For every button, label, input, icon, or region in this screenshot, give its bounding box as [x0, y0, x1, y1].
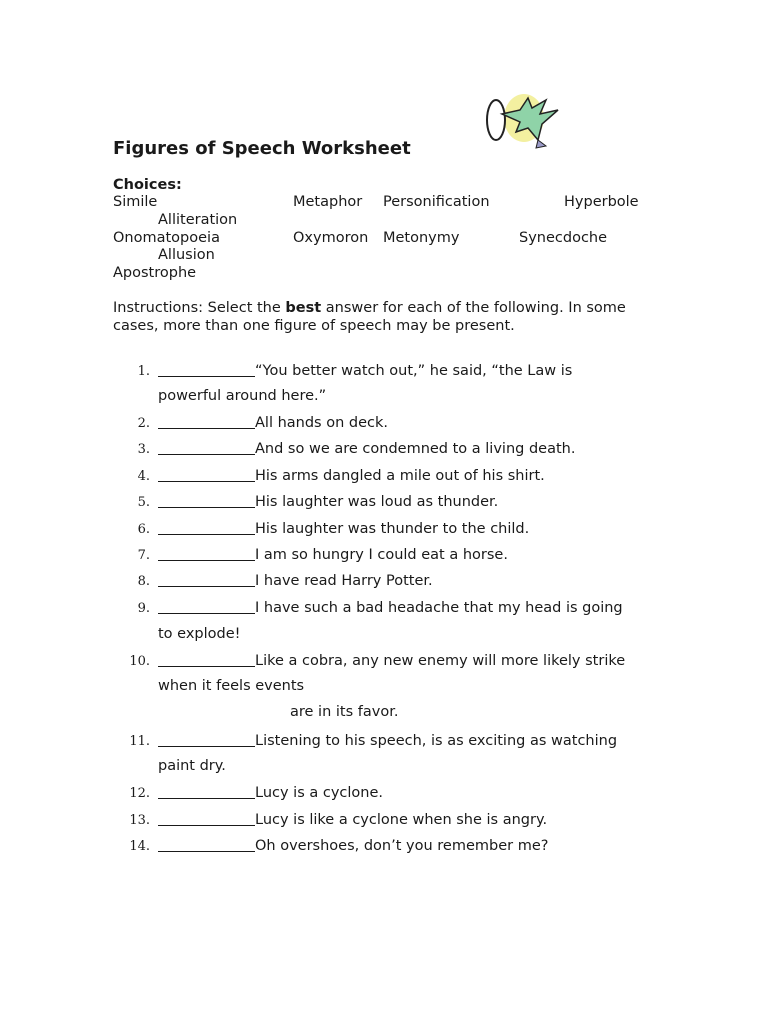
dragon-clipart-icon [480, 88, 570, 158]
list-item: “You better watch out,” he said, “the Law is [158, 362, 572, 379]
list-item: Oh overshoes, don’t you remember me? [158, 837, 548, 854]
answer-blank[interactable] [158, 467, 255, 482]
choice-synecdoche: Synecdoche [519, 230, 608, 246]
list-item: I am so hungry I could eat a horse. [158, 546, 508, 563]
list-item-continuation: are in its favor. [290, 704, 399, 720]
choice-allusion: Allusion [158, 247, 215, 263]
choices-heading: Choices: [113, 177, 182, 193]
list-item: All hands on deck. [158, 414, 388, 431]
choice-apostrophe: Apostrophe [113, 265, 197, 281]
choice-metonymy: Metonymy [383, 230, 460, 246]
item-number: 12. [129, 786, 150, 801]
item-number: 2. [137, 416, 150, 431]
answer-blank[interactable] [158, 732, 255, 747]
list-item: I have such a bad headache that my head is going [158, 599, 623, 616]
choice-simile: Simile [113, 194, 158, 210]
item-number: 13. [129, 813, 150, 828]
list-item: I have read Harry Potter. [158, 572, 433, 589]
answer-blank[interactable] [158, 652, 255, 667]
item-number: 9. [137, 601, 150, 616]
item-number: 7. [137, 548, 150, 563]
item-number: 1. [137, 364, 150, 379]
page-title: Figures of Speech Worksheet [113, 138, 411, 159]
answer-blank[interactable] [158, 493, 255, 508]
list-item-continuation: when it feels events [158, 678, 305, 694]
list-item: And so we are condemned to a living death. [158, 440, 575, 457]
answer-blank[interactable] [158, 414, 255, 429]
choice-personification: Personification [383, 194, 490, 210]
answer-blank[interactable] [158, 520, 255, 535]
item-number: 14. [129, 839, 150, 854]
list-item: Listening to his speech, is as exciting as watching [158, 732, 617, 749]
answer-blank[interactable] [158, 837, 255, 852]
choice-metaphor: Metaphor [293, 194, 363, 210]
list-item-continuation: to explode! [158, 626, 241, 642]
list-item: Like a cobra, any new enemy will more likely strike [158, 652, 625, 669]
choice-onomatopoeia: Onomatopoeia [113, 230, 220, 246]
choice-alliteration: Alliteration [158, 212, 238, 228]
list-item: Lucy is a cyclone. [158, 784, 383, 801]
list-item: Lucy is like a cyclone when she is angry. [158, 811, 547, 828]
answer-blank[interactable] [158, 811, 255, 826]
answer-blank[interactable] [158, 599, 255, 614]
choice-oxymoron: Oxymoron [293, 230, 369, 246]
answer-blank[interactable] [158, 362, 255, 377]
item-number: 3. [137, 442, 150, 457]
item-number: 10. [129, 654, 150, 669]
list-item: His laughter was loud as thunder. [158, 493, 498, 510]
item-number: 6. [137, 522, 150, 537]
instructions: Instructions: Select the best answer for each of the following. In some cases, more than one figure of speech may be present. [113, 300, 626, 334]
item-number: 4. [137, 469, 150, 484]
item-number: 8. [137, 574, 150, 589]
choice-hyperbole: Hyperbole [564, 194, 639, 210]
item-number: 5. [137, 495, 150, 510]
list-item: His laughter was thunder to the child. [158, 520, 529, 537]
list-item-continuation: powerful around here.” [158, 388, 327, 404]
list-item-continuation: paint dry. [158, 758, 226, 774]
instructions-emphasis: best [285, 300, 322, 316]
answer-blank[interactable] [158, 784, 255, 799]
item-number: 11. [129, 734, 150, 749]
list-item: His arms dangled a mile out of his shirt. [158, 467, 545, 484]
answer-blank[interactable] [158, 572, 255, 587]
answer-blank[interactable] [158, 546, 255, 561]
answer-blank[interactable] [158, 440, 255, 455]
